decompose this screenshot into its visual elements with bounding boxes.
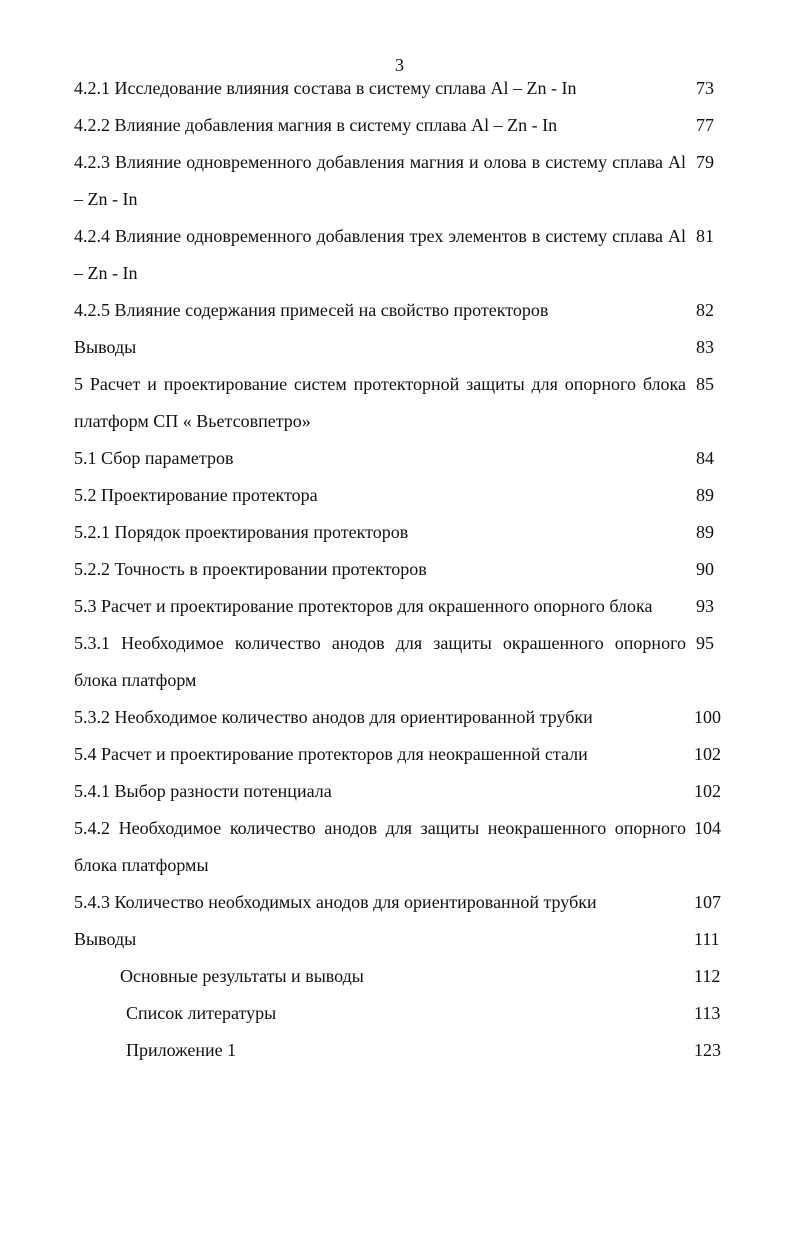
toc-entry-page: 89 <box>696 485 714 505</box>
toc-entry <box>74 588 734 625</box>
toc-entry <box>74 625 734 699</box>
toc-entry-title: 4.2.4 Влияние одновременного добавления трех элементов в систему сплава Al – Zn - In <box>74 226 686 283</box>
toc-entry-page: 102 <box>694 781 721 801</box>
toc-entry-title: 4.2.5 Влияние содержания примесей на свойство протекторов <box>74 300 549 320</box>
toc-entry <box>74 477 734 514</box>
toc-entry-title: Выводы <box>74 929 137 949</box>
toc-entry-page: 82 <box>696 300 714 320</box>
toc-entry-page: 90 <box>696 559 714 579</box>
toc-entry <box>74 70 734 107</box>
toc-entry-page: 123 <box>694 1040 721 1060</box>
toc-entry-page: 73 <box>696 78 714 98</box>
table-of-contents <box>74 70 734 1069</box>
toc-entry-page: 112 <box>694 966 721 986</box>
toc-entry-title: 5.3.2 Необходимое количество анодов для ориентированной трубки <box>74 707 593 727</box>
toc-entry-page: 104 <box>694 818 721 838</box>
toc-entry <box>74 551 734 588</box>
toc-entry-title: 5 Расчет и проектирование систем протекторной защиты для опорного блока платформ СП « Вьетсовпетро» <box>74 374 686 431</box>
toc-entry <box>74 329 734 366</box>
toc-entry-page: 111 <box>694 929 720 949</box>
toc-entry-page: 84 <box>696 448 714 468</box>
toc-entry-page: 93 <box>696 596 714 616</box>
toc-entry-title: 5.4.3 Количество необходимых анодов для ориентированной трубки <box>74 892 597 912</box>
toc-entry-title: 4.2.2 Влияние добавления магния в систему сплава Al – Zn - In <box>74 115 558 135</box>
toc-entry-page: 77 <box>696 115 714 135</box>
toc-entry-page: 102 <box>694 744 721 764</box>
toc-entry <box>74 366 734 440</box>
toc-entry-title: 5.3 Расчет и проектирование протекторов для окрашенного опорного блока <box>74 596 653 616</box>
toc-entry-page: 85 <box>696 374 714 394</box>
toc-entry <box>74 440 734 477</box>
toc-entry <box>74 958 734 995</box>
toc-entry-page: 81 <box>696 226 714 246</box>
toc-entry-title: 5.2.2 Точность в проектировании протекторов <box>74 559 427 579</box>
toc-entry-title: 5.4.1 Выбор разности потенциала <box>74 781 332 801</box>
toc-entry <box>74 514 734 551</box>
toc-entry-page: 95 <box>696 633 714 653</box>
toc-entry-title: Приложение 1 <box>126 1040 237 1060</box>
toc-entry-page: 89 <box>696 522 714 542</box>
toc-entry-title: 5.4.2 Необходимое количество анодов для защиты неокрашенного опорного блока платформы <box>74 818 686 875</box>
toc-entry <box>74 699 734 736</box>
toc-entry-page: 113 <box>694 1003 721 1023</box>
toc-entry-title: 5.3.1 Необходимое количество анодов для защиты окрашенного опорного блока платформ <box>74 633 686 690</box>
toc-entry <box>74 107 734 144</box>
toc-entry <box>74 292 734 329</box>
toc-entry <box>74 884 734 921</box>
toc-entry <box>74 810 734 884</box>
toc-entry-title: Основные результаты и выводы <box>120 966 364 986</box>
toc-entry <box>74 736 734 773</box>
toc-entry <box>74 921 734 958</box>
toc-entry-title: 5.1 Сбор параметров <box>74 448 234 468</box>
toc-entry-title: 5.2 Проектирование протектора <box>74 485 318 505</box>
toc-entry <box>74 144 734 218</box>
toc-entry <box>74 773 734 810</box>
toc-entry-page: 83 <box>696 337 714 357</box>
toc-entry-title: 5.4 Расчет и проектирование протекторов для неокрашенной стали <box>74 744 588 764</box>
toc-entry-title: Выводы <box>74 337 137 357</box>
toc-entry-title: 4.2.3 Влияние одновременного добавления магния и олова в систему сплава Al – Zn - In <box>74 152 686 209</box>
toc-entry-title: Список литературы <box>126 1003 277 1023</box>
toc-entry-title: 5.2.1 Порядок проектирования протекторов <box>74 522 409 542</box>
toc-entry <box>74 995 734 1032</box>
page-number: 3 <box>395 55 404 75</box>
toc-entry-title: 4.2.1 Исследование влияния состава в систему сплава Al – Zn - In <box>74 78 577 98</box>
toc-entry <box>74 218 734 292</box>
toc-entry-page: 79 <box>696 152 714 172</box>
toc-entry <box>74 1032 734 1069</box>
toc-entry-page: 107 <box>694 892 721 912</box>
toc-entry-page: 100 <box>694 707 721 727</box>
